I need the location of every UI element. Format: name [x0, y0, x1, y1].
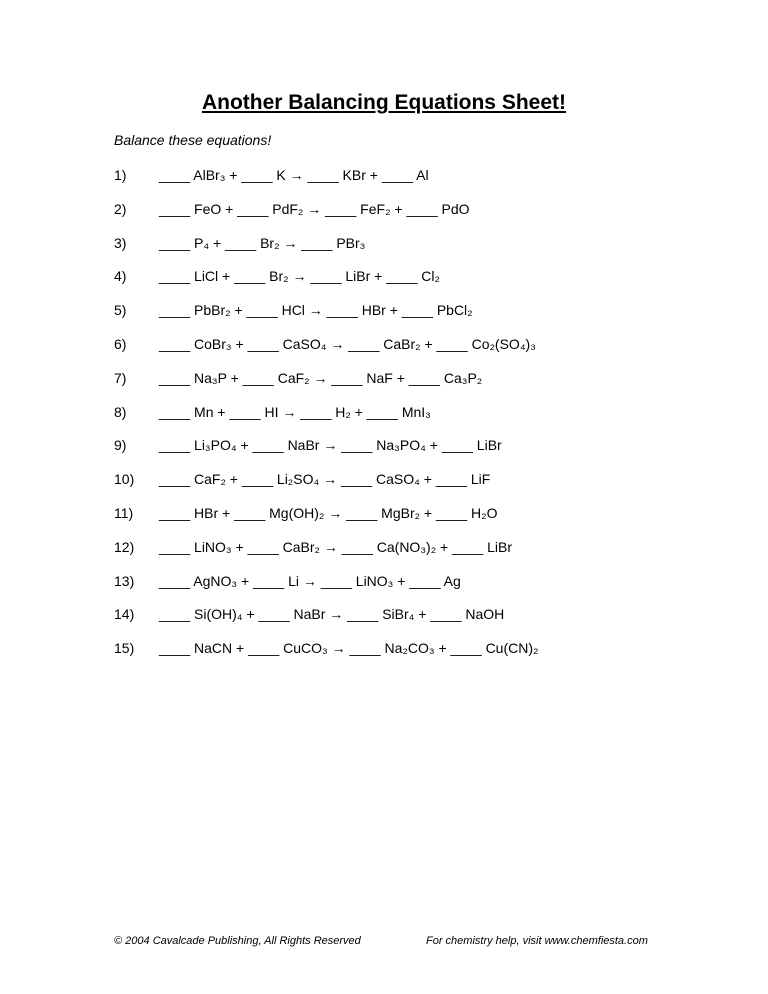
- equation-text: ____ Na₃P + ____ CaF₂ → ____ NaF + ____ Ca₃P₂: [159, 369, 483, 386]
- equation-text: ____ AlBr₃ + ____ K → ____ KBr + ____ Al: [159, 167, 429, 183]
- equation-number: 1): [114, 167, 127, 183]
- equation-text: ____ LiNO₃ + ____ CaBr₂ → ____ Ca(NO₃)₂ + ____ LiBr: [159, 538, 513, 555]
- equation-number: 13): [114, 572, 135, 589]
- equation-number: 4): [114, 268, 127, 285]
- help-notice: For chemistry help, visit www.chemfiesta.com: [426, 935, 648, 947]
- equation-text: ____ FeO + ____ PdF₂ → ____ FeF₂ + ____ PdO: [159, 200, 470, 217]
- equation-text: ____ PbBr₂ + ____ HCl → ____ HBr + ____ PbCl₂: [159, 302, 473, 319]
- instructions: Balance these equations!: [114, 132, 272, 148]
- equation-number: 10): [114, 471, 135, 488]
- equation-text: ____ P₄ + ____ Br₂ → ____ PBr₃: [159, 234, 366, 251]
- equation-number: 5): [114, 302, 127, 319]
- equation-text: ____ HBr + ____ Mg(OH)₂ → ____ MgBr₂ + ____ H₂O: [159, 504, 498, 521]
- equation-text: ____ CaF₂ + ____ Li₂SO₄ → ____ CaSO₄ + ____ LiF: [159, 471, 491, 488]
- equation-number: 3): [114, 234, 127, 251]
- copyright-notice: © 2004 Cavalcade Publishing, All Rights Reserved: [114, 935, 361, 947]
- equation-text: ____ AgNO₃ + ____ Li → ____ LiNO₃ + ____ Ag: [159, 572, 461, 589]
- equation-text: ____ LiCl + ____ Br₂ → ____ LiBr + ____ Cl₂: [159, 268, 440, 285]
- equation-number: 7): [114, 369, 127, 386]
- equation-number: 8): [114, 403, 127, 420]
- equation-number: 6): [114, 335, 127, 352]
- equation-text: ____ Si(OH)₄ + ____ NaBr → ____ SiBr₄ + ____ NaOH: [159, 606, 505, 623]
- equation-text: ____ NaCN + ____ CuCO₃ → ____ Na₂CO₃ + ____ Cu(CN)₂: [159, 640, 539, 657]
- equation-number: 12): [114, 538, 135, 555]
- equation-number: 14): [114, 606, 135, 623]
- equation-number: 9): [114, 437, 127, 454]
- equation-text: ____ Li₃PO₄ + ____ NaBr → ____ Na₃PO₄ + ____ LiBr: [159, 437, 502, 454]
- equation-number: 11): [114, 504, 134, 521]
- equation-text: ____ Mn + ____ HI → ____ H₂ + ____ MnI₃: [159, 403, 431, 420]
- page-title: Another Balancing Equations Sheet!: [201, 91, 567, 114]
- equation-text: ____ CoBr₃ + ____ CaSO₄ → ____ CaBr₂ + ____ Co₂(SO₄)₃: [159, 335, 536, 352]
- equation-number: 2): [114, 200, 127, 217]
- equation-number: 15): [114, 640, 135, 657]
